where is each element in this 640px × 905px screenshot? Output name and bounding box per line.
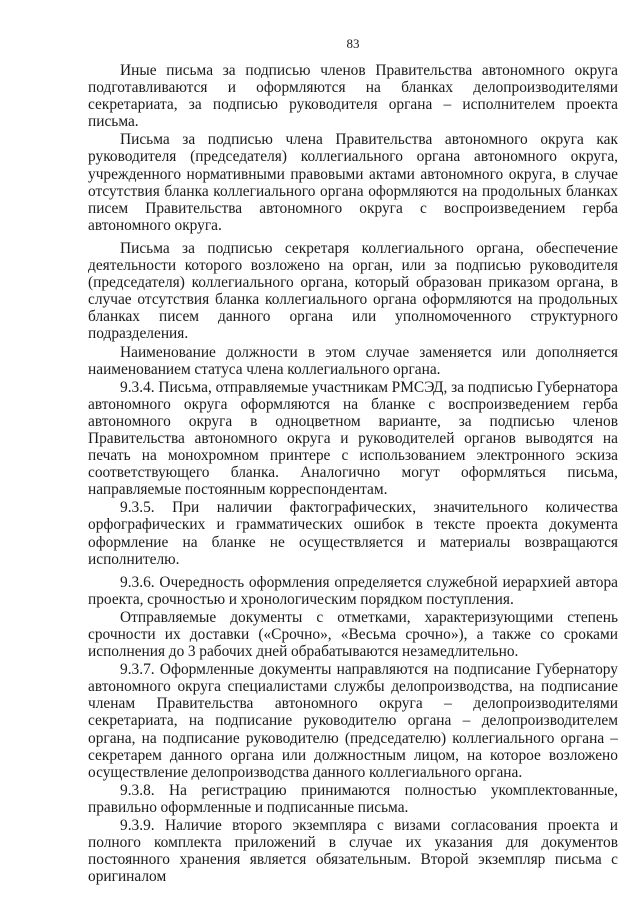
paragraph: Письма за подписью члена Правительства автономного округа как руководителя (председателя) коллегиального органа автономного округа, учрежденного нормативными правовыми актами автономного округа, в случае отсутствия бланка коллегиального органа оформляются на продольных бланках писем Правительства автономного округа с воспроизведением герба автономного округа. [88, 131, 618, 234]
paragraph: Наименование должности в этом случае заменяется или дополняется наименованием статуса члена коллегиального органа. [88, 343, 618, 378]
paragraph: 9.3.9. Наличие второго экземпляра с визами согласования проекта и полного комплекта приложений в случае их указания для документов постоянного хранения является обязательным. Второй экземпляр письма с оригиналом [88, 817, 618, 886]
paragraph: 9.3.8. На регистрацию принимаются полностью укомплектованные, правильно оформленные и подписанные письма. [88, 781, 618, 816]
paragraph: 9.3.4. Письма, отправляемые участникам РМСЭД, за подписью Губернатора автономного округа оформляются на бланке с воспроизведением герба автономного округа в одноцветном варианте, за подписью членов Правительства автономного округа и руководителей органов выводятся на печать на монохромном принтере с использованием электронного эскиза соответствующего бланка. Аналогично могут оформляться письма, направляемые постоянным корреспондентам. [88, 378, 618, 499]
paragraph: 9.3.7. Оформленные документы направляются на подписание Губернатору автономного округа специалистами службы делопроизводства, на подписание членам Правительства автономного округа – делопроизводителями секретариата, на подписание руководителю органа – делопроизводителем органа, на подписание руководителю (председателю) коллегиального органа – секретарем данного органа или должностным лицом, на которое возложено осуществление делопроизводства данного коллегиального органа. [88, 661, 618, 781]
paragraph: Иные письма за подписью членов Правительства автономного округа подготавливаются и оформляются на бланках делопроизводителями секретариата, за подписью руководителя органа – исполнителем проекта письма. [88, 62, 618, 131]
paragraph: 9.3.5. При наличии фактографических, значительного количества орфографических и грамматических ошибок в тексте проекта документа оформление на бланке не осуществляется и материалы возвращаются исполнителю. [88, 499, 618, 568]
document-body [88, 62, 618, 885]
paragraph: 9.3.6. Очередность оформления определяется служебной иерархией автора проекта, срочностью и хронологическим порядком поступления. [88, 573, 618, 608]
paragraph: Отправляемые документы с отметками, характеризующими степень срочности их доставки («Срочно», «Весьма срочно»), а также со сроками исполнения до 3 рабочих дней обрабатываются незамедлительно. [88, 608, 618, 661]
paragraph: Письма за подписью секретаря коллегиального органа, обеспечение деятельности которого возложено на орган, или за подписью руководителя (председателя) коллегиального органа, который образован приказом органа, в случае отсутствия бланка коллегиального органа оформляются на продольных бланках писем данного органа или уполномоченного структурного подразделения. [88, 239, 618, 343]
page-number: 83 [346, 36, 360, 51]
